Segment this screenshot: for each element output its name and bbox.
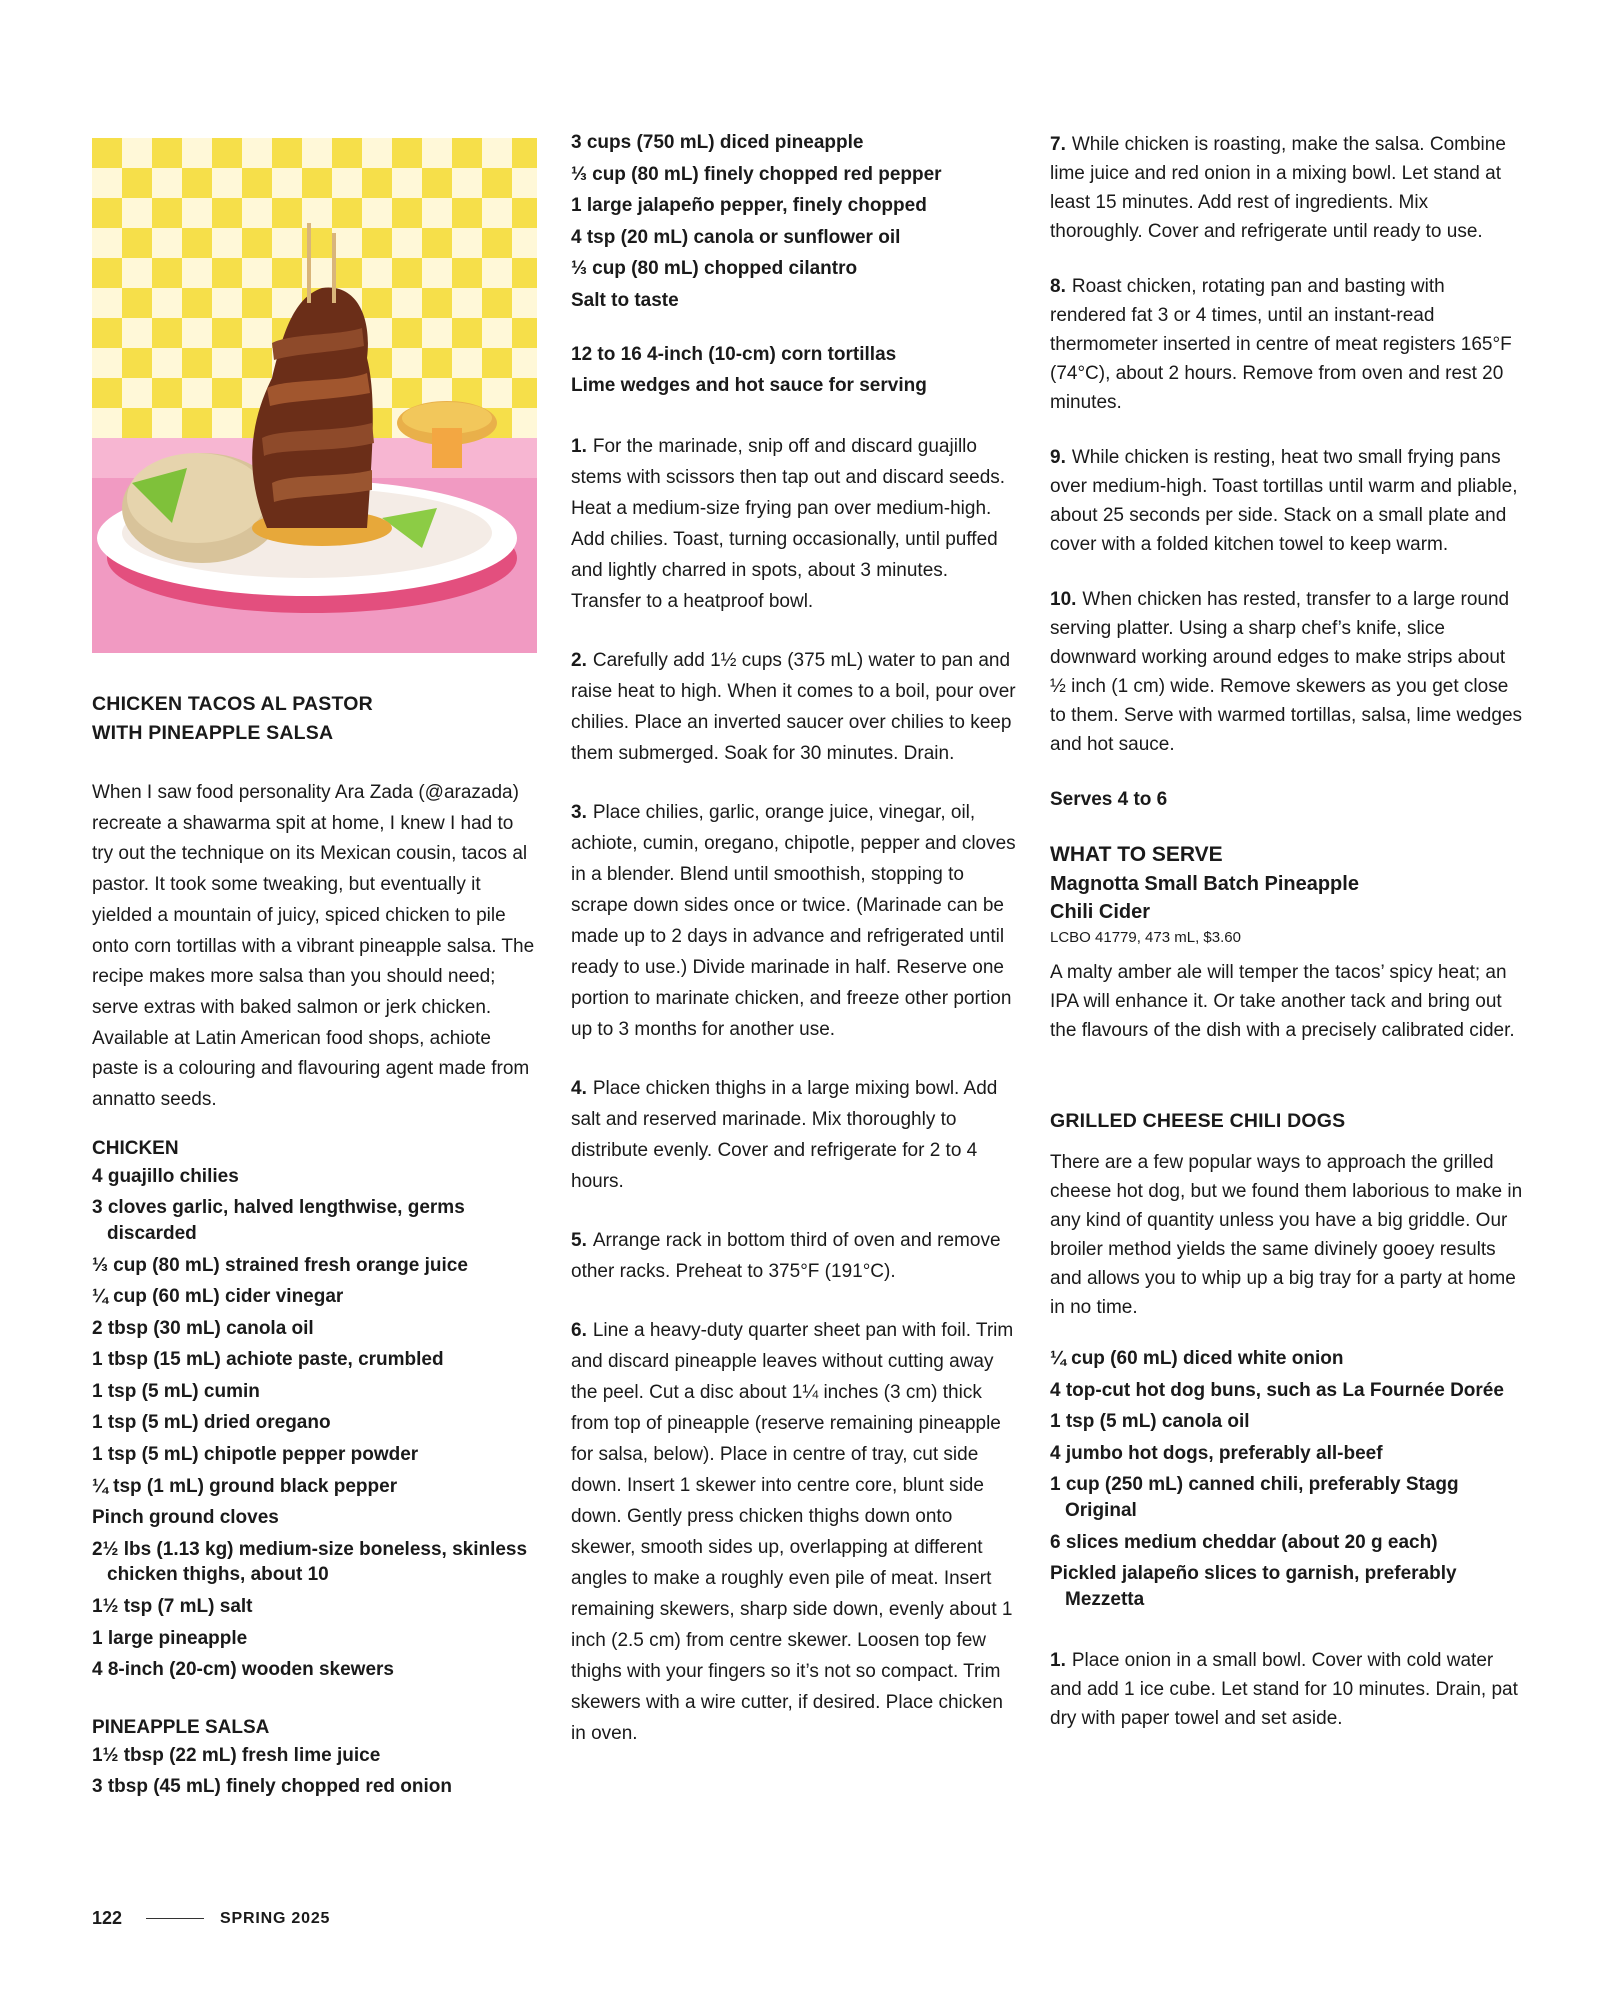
ingredient-item: 2 tbsp (30 mL) canola oil <box>92 1317 314 1339</box>
ingredient-item: ¼ tsp (1 mL) ground black pepper <box>92 1475 398 1497</box>
ingredient-item: ¼ cup (60 mL) cider vinegar <box>92 1286 344 1308</box>
ingredient-item: 1 tsp (5 mL) cumin <box>92 1380 260 1402</box>
ingredient-item: 4 8-inch (20-cm) wooden skewers <box>92 1659 394 1681</box>
what-to-serve-heading: WHAT TO SERVE <box>1050 843 1223 866</box>
salsa-ingredient-list-b <box>571 130 1021 314</box>
pairing-description: A malty amber ale will temper the tacos’ spicy heat; an IPA will enhance it. Or take another tack and bring out the flavours of the dish with a precisely calibrated cider. <box>1050 962 1515 1041</box>
method-step: 1. Place onion in a small bowl. Cover with cold water and add 1 ice cube. Let stand for 10 minutes. Drain, pat dry with paper towel and set aside. <box>1050 1650 1518 1730</box>
ingredient-item: 4 top-cut hot dog buns, such as La Fournée Dorée <box>1050 1379 1504 1401</box>
ingredient-item: 1 large jalapeño pepper, finely chopped <box>571 195 927 217</box>
salsa-heading: PINEAPPLE SALSA <box>92 1716 270 1738</box>
ingredient-item: 4 jumbo hot dogs, preferably all-beef <box>1050 1442 1383 1464</box>
serves-count: Serves 4 to 6 <box>1050 789 1168 810</box>
ingredient-item: ⅓ cup (80 mL) strained fresh orange juice <box>92 1254 468 1276</box>
method-step: 4. Place chicken thighs in a large mixing bowl. Add salt and reserved marinade. Mix thoroughly to distribute evenly. Cover and refrigerate for 2 to 4 hours. <box>571 1077 998 1192</box>
page-number: 122 <box>92 1908 123 1928</box>
ingredient-item: ⅓ cup (80 mL) finely chopped red pepper <box>571 163 942 185</box>
ingredient-item: 6 slices medium cheddar (about 20 g each) <box>1050 1531 1438 1553</box>
ingredient-item: 1 tsp (5 mL) chipotle pepper powder <box>92 1444 419 1466</box>
method-step: 8. Roast chicken, rotating pan and basting with rendered fat 3 or 4 times, until an instant-read thermometer inserted in centre of meat registers 165°F (74°C), about 2 hours. Remove from oven and rest 20 minutes. <box>1050 276 1512 413</box>
column-right <box>1050 130 1525 1733</box>
ingredient-item: 1 tsp (5 mL) canola oil <box>1050 1411 1250 1433</box>
ingredient-item: ¼ cup (60 mL) diced white onion <box>1050 1348 1344 1369</box>
method-step: 10. When chicken has rested, transfer to a large round serving platter. Using a sharp chef’s knife, slice downward working around edges to make strips about ½ inch (1 cm) wide. Remove skewers as you get close to them. Serve with warmed tortillas, salsa, lime wedges and hot sauce. <box>1050 589 1523 755</box>
method-step: 5. Arrange rack in bottom third of oven and remove other racks. Preheat to 375°F (191°C). <box>571 1229 1001 1282</box>
method-step: 6. Line a heavy-duty quarter sheet pan with foil. Trim and discard pineapple leaves without cutting away the peel. Cut a disc about 1¼ inches (3 cm) thick from top of pineapple (reserve remaining pineapple for salsa, below). Place in centre of tray, cut side down. Insert 1 skewer into centre core, blunt side down. Gently press chicken thighs down onto skewer, smooth sides up, overlapping at different angles to make a roughly even pile of meat. Insert remaining skewers, sharp side down, evenly about 1 inch (2.5 cm) from centre skewer. Loosen top few thighs with your fingers so it’s not so compact. Trim skewers with a wire cutter, if desired. Place chicken in oven. <box>571 1319 1014 1744</box>
ingredient-item: 1 tsp (5 mL) dried oregano <box>92 1412 331 1434</box>
ingredient-item: Salt to taste <box>571 289 679 311</box>
page-footer <box>92 1908 330 1929</box>
method-step: 9. While chicken is resting, heat two small frying pans over medium-high. Toast tortillas until warm and pliable, about 25 seconds per side. Stack on a small plate and cover with a folded kitchen towel to keep warm. <box>1050 447 1518 555</box>
method-step: 3. Place chilies, garlic, orange juice, vinegar, oil, achiote, cumin, oregano, chipotle, pepper and cloves in a blender. Blend until smoothish, stopping to scrape down sides once or twice. (Marinade can be made up to 2 days in advance and refrigerated until ready to use.) Divide marinade in half. Reserve one portion to marinate chicken, and freeze other portion up to 3 months for another use. <box>571 801 1016 1040</box>
recipe-intro: When I saw food personality Ara Zada (@arazada) recreate a shawarma spit at home, I knew I had to try out the technique on its Mexican cousin, tacos al pastor. It took some tweaking, but eventually it yielded a mountain of juicy, spiced chicken to pile onto corn tortillas with a vibrant pineapple salsa. The recipe makes more salsa than you should need; serve extras with baked salmon or jerk chicken. Available at Latin American food shops, achiote paste is a colouring and flavouring agent made from annatto seeds. <box>92 782 535 1111</box>
issue-label: SPRING 2025 <box>220 1909 331 1927</box>
recipe2-intro: There are a few popular ways to approach the grilled cheese hot dog, but we found them laborious to make in any kind of quantity unless you have a big griddle. Our broiler method yields the same divinely gooey results and allows you to whip up a big tray for a party at home in no time. <box>1050 1152 1523 1318</box>
footer-divider <box>146 1918 204 1919</box>
column-left <box>92 130 537 1806</box>
ingredient-item: 1 large pineapple <box>92 1627 248 1649</box>
ingredient-item: 4 tsp (20 mL) canola or sunflower oil <box>571 226 901 248</box>
pairing-name: Magnotta Small Batch Pineapple Chili Cider <box>1050 873 1359 923</box>
ingredient-item: 3 cloves garlic, halved lengthwise, germs discarded <box>92 1197 465 1244</box>
chicken-ingredient-list <box>92 1164 537 1683</box>
serving-list <box>571 342 1021 399</box>
recipe-title-line2: WITH PINEAPPLE SALSA <box>92 722 334 744</box>
ingredient-item: 1½ tsp (7 mL) salt <box>92 1596 253 1618</box>
recipe2-ingredient-list <box>1050 1346 1525 1612</box>
ingredient-item: 1 tbsp (15 mL) achiote paste, crumbled <box>92 1349 444 1371</box>
ingredient-item: Lime wedges and hot sauce for serving <box>571 375 927 397</box>
recipe-title <box>92 690 537 748</box>
recipe-title-line1: CHICKEN TACOS AL PASTOR <box>92 693 373 715</box>
ingredient-item: 3 tbsp (45 mL) finely chopped red onion <box>92 1776 452 1798</box>
ingredient-item: Pinch ground cloves <box>92 1507 279 1529</box>
ingredient-item: 2½ lbs (1.13 kg) medium-size boneless, skinless chicken thighs, about 10 <box>92 1538 528 1586</box>
ingredient-item: 3 cups (750 mL) diced pineapple <box>571 132 864 153</box>
ingredient-item: ⅓ cup (80 mL) chopped cilantro <box>571 258 858 280</box>
method-step: 2. Carefully add 1½ cups (375 mL) water to pan and raise heat to high. When it comes to a boil, pour over chilies. Place an inverted saucer over chilies to keep them submerged. Soak for 30 minutes. Drain. <box>571 649 1016 764</box>
ingredient-item: 1 cup (250 mL) canned chili, preferably Stagg Original <box>1050 1474 1459 1521</box>
ingredient-item: 12 to 16 4-inch (10-cm) corn tortillas <box>571 343 897 365</box>
method-step: 1. For the marinade, snip off and discard guajillo stems with scissors then tap out and discard seeds. Heat a medium-size frying pan over medium-high. Add chilies. Toast, turning occasionally, until puffed and lightly charred in spots, about 3 minutes. Transfer to a heatproof bowl. <box>571 435 1006 612</box>
salsa-ingredient-list-a <box>92 1743 537 1800</box>
pairing-meta: LCBO 41779, 473 mL, $3.60 <box>1050 929 1241 946</box>
method-step: 7. While chicken is roasting, make the salsa. Combine lime juice and red onion in a mixing bowl. Let stand at least 15 minutes. Add rest of ingredients. Mix thoroughly. Cover and refrigerate until ready to use. <box>1050 134 1506 242</box>
ingredient-item: 1½ tbsp (22 mL) fresh lime juice <box>92 1744 381 1766</box>
chicken-heading: CHICKEN <box>92 1137 179 1159</box>
ingredient-item: Pickled jalapeño slices to garnish, preferably Mezzetta <box>1050 1563 1457 1610</box>
recipe2-title: GRILLED CHEESE CHILI DOGS <box>1050 1110 1346 1132</box>
column-middle <box>571 130 1021 1749</box>
ingredient-item: 4 guajillo chilies <box>92 1165 239 1187</box>
